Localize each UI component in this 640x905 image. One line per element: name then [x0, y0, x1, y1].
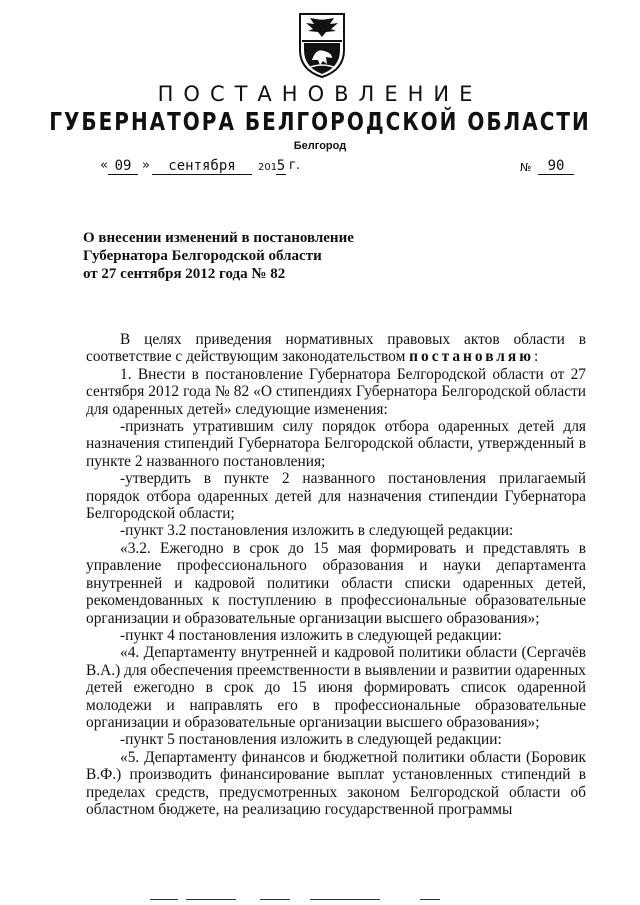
scan-mark [420, 899, 440, 900]
date-day: 09 [108, 158, 138, 175]
body-paragraph: 1. Внести в постановление Губернатора Белгородской области от 27 сентября 2012 года № 82 «О стипендиях Губернатора Белгородской области для одаренных детей» следующие изменения: [86, 365, 586, 418]
date-month: сентября [152, 158, 252, 175]
body-paragraph: -пункт 4 постановления изложить в следующей редакции: [120, 626, 502, 644]
document-body [86, 331, 586, 818]
date-year-prefix: 201 [258, 162, 278, 173]
date-year-digit: 5 [276, 158, 286, 174]
subject-line: Губернатора Белгородской области [83, 248, 322, 264]
scan-mark [186, 899, 236, 900]
body-paragraph: «3.2. Ежегодно в срок до 15 мая формировать и представлять в управление профессионального образования и науки департамента внутренней и кадровой политики области списки одаренных детей, рекомендованных к поступлению в профессиональные образовательные организации и образовательные организации высшего образования»; [86, 539, 586, 627]
date-number-line [100, 158, 580, 178]
date-open-quote: « [100, 158, 108, 173]
body-paragraph: «4. Департаменту внутренней и кадровой политики области (Сергачёв В.А.) для обеспечения преемственности в выявлении и развитии одаренных детей ежегодно в срок до 15 июня формировать список одаренной молодежи и направлять его в профессиональные образовательные организации и образовательные организации высшего образования»; [86, 644, 586, 731]
body-paragraph: «5. Департаменту финансов и бюджетной политики области (Боровик В.Ф.) производить финансирование выплат установленных стипендий в пределах средств, предусмотренных законом Белгородской области об областном бюджете, на реализацию государственной программы [86, 748, 586, 818]
scan-mark [260, 899, 290, 900]
body-paragraph: -пункт 3.2 постановления изложить в следующей редакции: [120, 522, 514, 540]
date-close-quote: » [142, 158, 150, 173]
number-label: № [520, 161, 532, 174]
date-year-suffix: г. [289, 158, 300, 173]
scan-mark [150, 899, 178, 900]
document-number: 90 [538, 158, 574, 175]
subject-line: О внесении изменений в постановление [83, 230, 354, 246]
body-paragraph: -утвердить в пункте 2 названного постановления прилагаемый порядок отбора одаренных детей для назначения стипендии Губернатора Белгородской области; [86, 470, 586, 523]
footer-scan-marks [150, 897, 490, 903]
document-subject [83, 229, 503, 283]
scan-mark [310, 899, 380, 900]
body-paragraph: В целях приведения нормативных правовых актов области в соответствие с действующим законодательством постановляю: [86, 331, 586, 366]
document-subtitle: ГУБЕРНАТОРА БЕЛГОРОДСКОЙ ОБЛАСТИ [49, 106, 591, 136]
body-paragraph: -признать утратившим силу порядок отбора одаренных детей для назначения стипендий Губернатора Белгородской области, утвержденный в пункте 2 названного постановления; [86, 418, 586, 470]
document-title: ПОСТАНОВЛЕНИЕ [157, 82, 483, 106]
city-label: Белгород [293, 140, 347, 152]
decree-word: постановляю [409, 348, 535, 366]
coat-of-arms-icon [296, 10, 348, 80]
body-paragraph: -пункт 5 постановления изложить в следующей редакции: [120, 731, 502, 749]
subject-line: от 27 сентября 2012 года № 82 [83, 266, 286, 282]
